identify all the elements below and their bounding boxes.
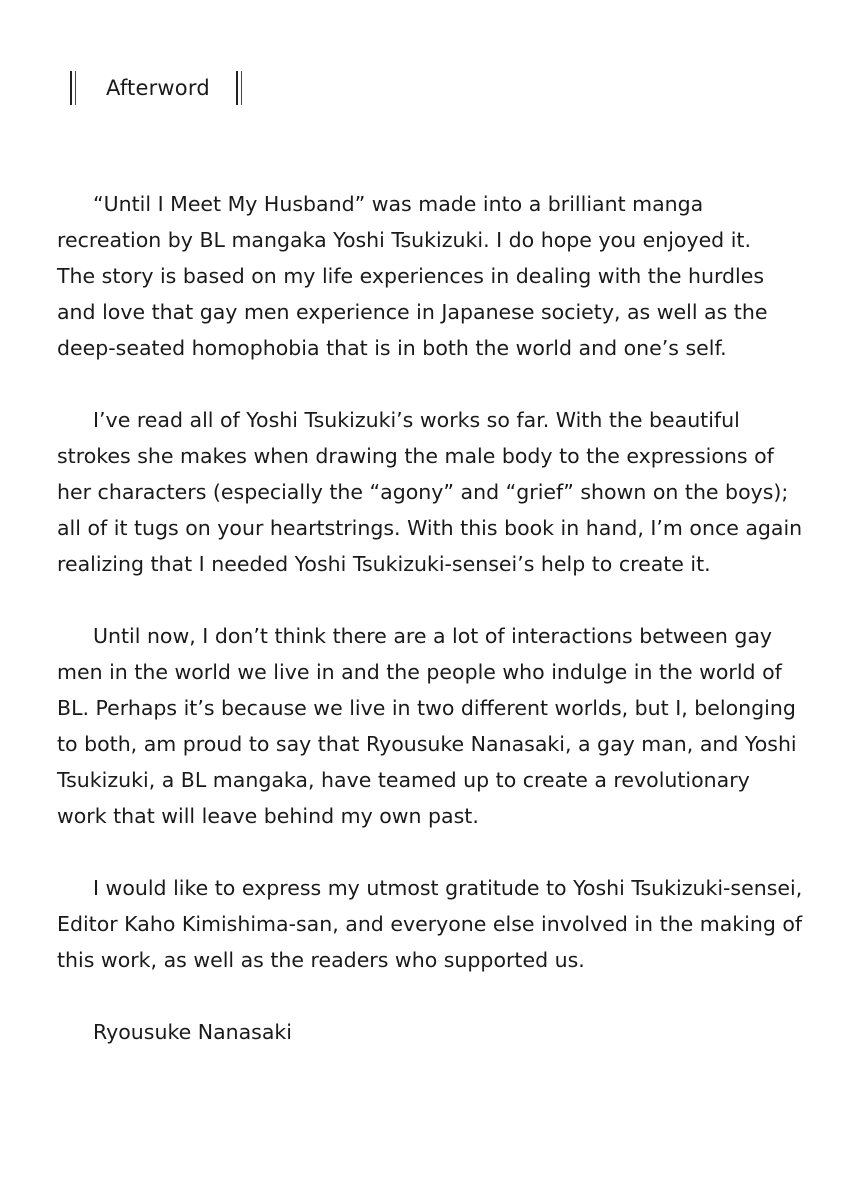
left-double-bar-ornament — [70, 71, 76, 105]
text-line: this work, as well as the readers who supported us. — [57, 948, 585, 972]
text-line: realizing that I needed Yoshi Tsukizuki-sensei’s help to create it. — [57, 552, 711, 576]
text-line: The story is based on my life experiences in dealing with the hurdles — [57, 264, 765, 288]
text-line: work that will leave behind my own past. — [57, 804, 479, 828]
text-line: to both, am proud to say that Ryousuke Nanasaki, a gay man, and Yoshi — [57, 732, 797, 756]
text-line: Tsukizuki, a BL mangaka, have teamed up to create a revolutionary — [57, 768, 750, 792]
text-line: I would like to express my utmost gratitude to Yoshi Tsukizuki-sensei, — [93, 876, 803, 900]
author-signature: Ryousuke Nanasaki — [93, 1020, 292, 1044]
right-double-bar-ornament — [236, 71, 242, 105]
text-line: BL. Perhaps it’s because we live in two different worlds, but I, belonging — [57, 696, 796, 720]
paragraph-2 — [57, 402, 802, 582]
text-line: all of it tugs on your heartstrings. With this book in hand, I’m once again — [57, 516, 803, 540]
text-line: Until now, I don’t think there are a lot of interactions between gay — [93, 624, 773, 648]
page-title: Afterword — [106, 76, 210, 100]
afterword-header — [70, 70, 242, 106]
text-line: her characters (especially the “agony” and “grief” shown on the boys); — [57, 480, 789, 504]
paragraph-3 — [57, 618, 802, 834]
text-line: Editor Kaho Kimishima-san, and everyone else involved in the making of — [57, 912, 803, 936]
text-line: and love that gay men experience in Japanese society, as well as the — [57, 300, 768, 324]
text-line: “Until I Meet My Husband” was made into a brilliant manga — [93, 192, 704, 216]
paragraph-1 — [57, 186, 802, 366]
text-line: deep-seated homophobia that is in both the world and one’s self. — [57, 336, 727, 360]
afterword-body — [57, 186, 802, 1050]
text-line: strokes she makes when drawing the male body to the expressions of — [57, 444, 774, 468]
text-line: I’ve read all of Yoshi Tsukizuki’s works so far. With the beautiful — [93, 408, 740, 432]
paragraph-4 — [57, 870, 802, 978]
text-line: men in the world we live in and the people who indulge in the world of — [57, 660, 782, 684]
text-line: recreation by BL mangaka Yoshi Tsukizuki. I do hope you enjoyed it. — [57, 228, 751, 252]
